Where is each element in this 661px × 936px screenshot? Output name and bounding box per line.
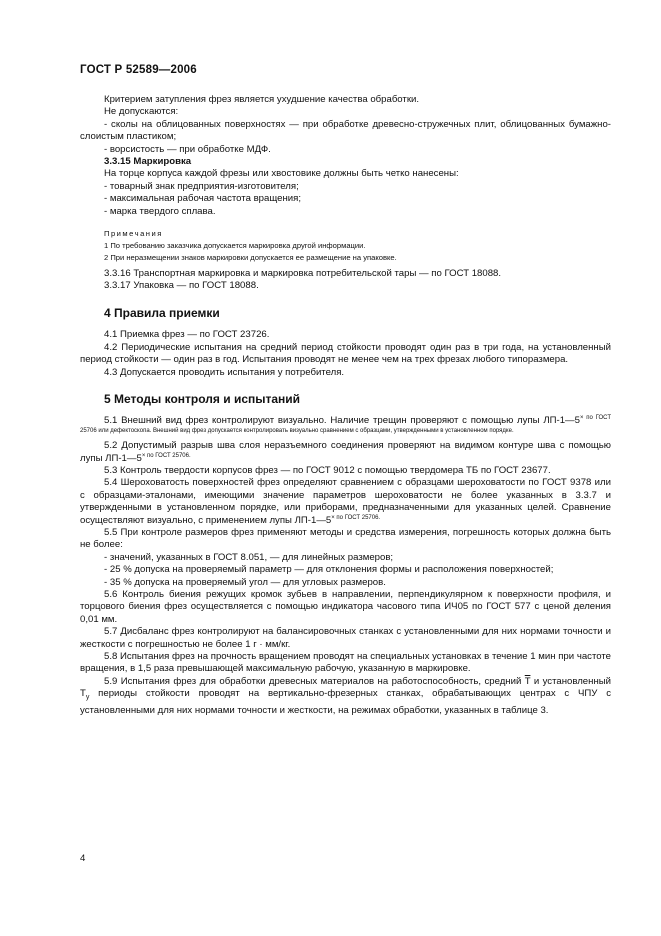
paragraph: Критерием затупления фрез является ухудшение качества обработки. bbox=[104, 94, 420, 105]
notes-title: Примечания bbox=[104, 229, 163, 239]
paragraph: - товарный знак предприятия-изготовителя; bbox=[104, 180, 299, 192]
subsection-number: 3.3.15 bbox=[104, 156, 131, 168]
paragraph: 5.1 Внешний вид фрез контролируют визуально. Наличие трещин проверяют с помощью лупы $ЛП-1—5^{\times по ГОСТ 25706 или дефектоскопа. Внешний вид фрез допускается контролировать визуально сравнением с образцами, утвержденными в установленном порядке.}$ bbox=[80, 415, 611, 434]
paragraph: 4.1 Приемка фрез — по ГОСТ 23726. bbox=[104, 329, 270, 341]
note-item: 1 По требованию заказчика допускается маркировка другой информации. bbox=[104, 241, 366, 251]
paragraph: 5.9 Испытания фрез для обработки древесных материалов на работоспособность, средний $\overline{T}$ и установленный $T_у$ периоды стойкости проводят на вертикально-фрезерных станках, обрабатывающих центрах с ЧПУ с установленными для них нормами точности и жесткости, на режимах обработки, указанных в таблице 3. bbox=[80, 675, 611, 716]
paragraph: - максимальная рабочая частота вращения; bbox=[104, 193, 301, 205]
paragraph: На торце корпуса каждой фрезы или хвостовике должны быть четко нанесены: bbox=[104, 168, 459, 180]
page-body bbox=[80, 94, 611, 717]
page-number: 4 bbox=[80, 853, 86, 864]
paragraph: - ворсистость — при обработке МДФ. bbox=[104, 143, 271, 155]
paragraph: Не допускаются: bbox=[104, 106, 179, 118]
note-item: 2 При неразмещении знаков маркировки допускается ее размещение на упаковке. bbox=[104, 253, 397, 263]
list-item: - 35 % допуска на проверяемый угол — для угловых размеров. bbox=[104, 576, 386, 588]
list-item: - 25 % допуска на проверяемый параметр — для отклонения формы и расположения поверхностей; bbox=[104, 564, 554, 576]
paragraph: 5.6 Контроль биения режущих кромок зубьев в направлении, перпендикулярном к поверхности профиля, и торцового биения фрез осуществляется с помощью индикатора часового типа ИЧ05 по ГОСТ 577 с ценой деления 0,01 мм. bbox=[80, 589, 611, 625]
subsection-title: Маркировка bbox=[133, 156, 192, 168]
paragraph: - сколы на облицованных поверхностях — при обработке древесно-стружечных плит, облицованных бумажно-слоистым пластиком; bbox=[80, 118, 611, 143]
list-item: - значений, указанных в ГОСТ 8.051, — для линейных размеров; bbox=[104, 551, 394, 563]
paragraph: 3.3.17 Упаковка — по ГОСТ 18088. bbox=[104, 280, 259, 292]
paragraph: - марка твердого сплава. bbox=[104, 205, 216, 217]
paragraph: 5.3 Контроль твердости корпусов фрез — по ГОСТ 9012 с помощью твердомера ТБ по ГОСТ 23677. bbox=[104, 464, 551, 476]
notes-block bbox=[80, 228, 611, 264]
section-heading: 4 Правила приемки bbox=[104, 305, 220, 320]
paragraph: 4.3 Допускается проводить испытания у потребителя. bbox=[104, 366, 345, 378]
document-header: ГОСТ Р 52589—2006 bbox=[80, 64, 197, 76]
paragraph: 5.7 Дисбаланс фрез контролируют на балансировочных станках с установленными для них нормами точности и жесткости с погрешностью не более 1 г · мм/кг. bbox=[80, 626, 611, 650]
paragraph: 3.3.16 Транспортная маркировка и маркировка потребительской тары — по ГОСТ 18088. bbox=[104, 268, 502, 280]
paragraph: 4.2 Периодические испытания на средний период стойкости проводят один раз в три года, на установленный период стойкости — один раз в год. Испытания проводят не менее чем на трех фрезах любого типоразмера. bbox=[80, 341, 611, 366]
section-heading: 5 Методы контроля и испытаний bbox=[104, 391, 301, 406]
subsection-heading bbox=[80, 156, 611, 168]
paragraph: 5.4 Шероховатость поверхностей фрез определяют сравнением с образцами шероховатости по ГОСТ 9378 или с образцами-эталонами, имеющими значение параметров шероховатости не более указанных в 3.3.7 и утвержденными в установленном порядке, или приборами, предназначенными для указанных целей. Сравнение осуществляют визуально, с применением лупы $ЛП-1—5^{\times по ГОСТ 25706.}$ bbox=[80, 477, 611, 526]
paragraph: 5.5 При контроле размеров фрез применяют методы и средства измерения, погрешность которых должна быть не более: bbox=[80, 526, 611, 551]
paragraph: 5.2 Допустимый разрыв шва слоя неразъемного соединения проверяют на видимом контуре шва с помощью лупы $ЛП-1—5^{\times по ГОСТ 25706.}$ bbox=[80, 440, 611, 464]
paragraph: 5.8 Испытания фрез на прочность вращением проводят на специальных установках в течение 1 мин при частоте вращения, в 1,5 раза превышающей максимальную рабочую, указанную в маркировке. bbox=[80, 651, 611, 675]
